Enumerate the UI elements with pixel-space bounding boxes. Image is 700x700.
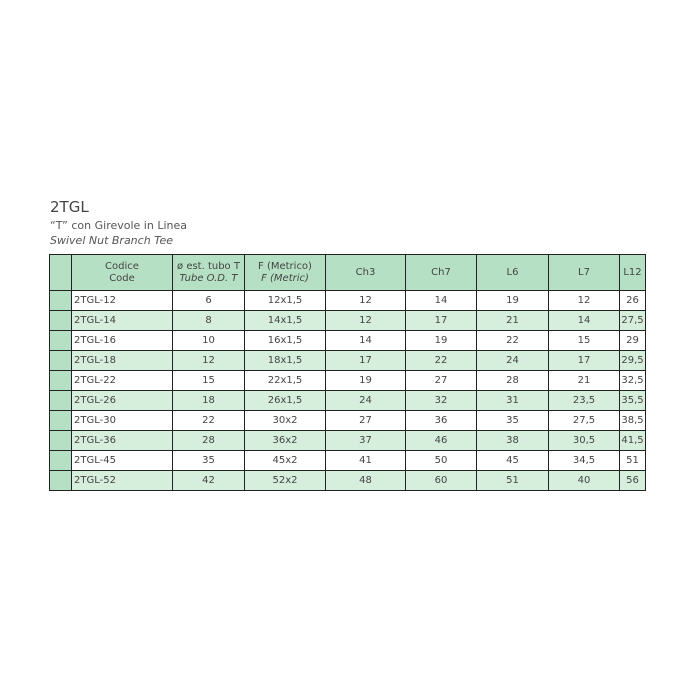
product-subtitle-english: Swivel Nut Branch Tee <box>50 234 174 247</box>
table-cell-l6: 21 <box>477 311 549 331</box>
table-cell-code: 2TGL-22 <box>72 371 173 391</box>
spec-table-container <box>49 254 646 491</box>
table-cell-l12: 41,5 <box>620 431 646 451</box>
table-stub-cell <box>50 451 72 471</box>
table-cell-code: 2TGL-18 <box>72 351 173 371</box>
table-cell-thread: 12x1,5 <box>245 291 326 311</box>
table-cell-ch7: 27 <box>406 371 477 391</box>
table-cell-ch3: 12 <box>326 291 406 311</box>
column-header-ch7: Ch7 <box>406 255 477 291</box>
table-cell-l7: 27,5 <box>549 411 620 431</box>
table-cell-l7: 40 <box>549 471 620 491</box>
table-cell-ch7: 14 <box>406 291 477 311</box>
table-cell-tube-od: 42 <box>173 471 245 491</box>
column-header-label: F (Metrico) <box>258 260 312 272</box>
table-header-row <box>50 255 646 291</box>
table-cell-tube-od: 28 <box>173 431 245 451</box>
table-cell-tube-od: 12 <box>173 351 245 371</box>
table-cell-tube-od: 6 <box>173 291 245 311</box>
column-header-label: Codice <box>105 260 139 272</box>
table-row <box>50 451 646 471</box>
table-stub-cell <box>50 371 72 391</box>
table-row <box>50 291 646 311</box>
table-cell-thread: 36x2 <box>245 431 326 451</box>
column-header-code <box>72 255 173 291</box>
table-stub-cell <box>50 391 72 411</box>
table-cell-ch3: 48 <box>326 471 406 491</box>
table-cell-code: 2TGL-52 <box>72 471 173 491</box>
table-cell-thread: 26x1,5 <box>245 391 326 411</box>
table-cell-l6: 51 <box>477 471 549 491</box>
table-cell-l12: 56 <box>620 471 646 491</box>
table-row <box>50 371 646 391</box>
table-cell-thread: 14x1,5 <box>245 311 326 331</box>
table-cell-l12: 27,5 <box>620 311 646 331</box>
table-cell-tube-od: 10 <box>173 331 245 351</box>
table-cell-ch3: 37 <box>326 431 406 451</box>
column-header-thread <box>245 255 326 291</box>
column-header-label-en: Tube O.D. T <box>179 272 238 284</box>
table-cell-thread: 16x1,5 <box>245 331 326 351</box>
table-row <box>50 431 646 451</box>
table-cell-ch3: 12 <box>326 311 406 331</box>
table-cell-ch7: 17 <box>406 311 477 331</box>
table-cell-ch7: 32 <box>406 391 477 411</box>
table-cell-ch3: 41 <box>326 451 406 471</box>
column-header-l7: L7 <box>549 255 620 291</box>
table-cell-tube-od: 8 <box>173 311 245 331</box>
column-header-label: ø est. tubo T <box>177 260 240 272</box>
table-cell-l6: 35 <box>477 411 549 431</box>
table-cell-l7: 23,5 <box>549 391 620 411</box>
table-cell-ch3: 19 <box>326 371 406 391</box>
table-cell-l7: 30,5 <box>549 431 620 451</box>
table-row <box>50 411 646 431</box>
table-body <box>50 291 646 491</box>
table-cell-l7: 15 <box>549 331 620 351</box>
table-stub-cell <box>50 431 72 451</box>
table-stub-header <box>50 255 72 291</box>
table-cell-tube-od: 18 <box>173 391 245 411</box>
table-stub-cell <box>50 311 72 331</box>
table-cell-thread: 18x1,5 <box>245 351 326 371</box>
table-row <box>50 351 646 371</box>
table-stub-cell <box>50 351 72 371</box>
table-cell-l6: 45 <box>477 451 549 471</box>
table-row <box>50 311 646 331</box>
table-cell-ch3: 14 <box>326 331 406 351</box>
table-cell-code: 2TGL-30 <box>72 411 173 431</box>
column-header-l6: L6 <box>477 255 549 291</box>
column-header-l12: L12 <box>620 255 646 291</box>
table-cell-ch7: 22 <box>406 351 477 371</box>
table-stub-cell <box>50 411 72 431</box>
table-cell-ch7: 19 <box>406 331 477 351</box>
column-header-label-en: Code <box>109 272 135 284</box>
table-cell-tube-od: 22 <box>173 411 245 431</box>
table-cell-code: 2TGL-16 <box>72 331 173 351</box>
table-cell-code: 2TGL-45 <box>72 451 173 471</box>
table-cell-ch7: 50 <box>406 451 477 471</box>
table-cell-l12: 38,5 <box>620 411 646 431</box>
table-cell-thread: 22x1,5 <box>245 371 326 391</box>
table-cell-l12: 51 <box>620 451 646 471</box>
column-header-ch3: Ch3 <box>326 255 406 291</box>
table-cell-thread: 52x2 <box>245 471 326 491</box>
table-cell-code: 2TGL-12 <box>72 291 173 311</box>
table-cell-l6: 31 <box>477 391 549 411</box>
table-cell-l7: 14 <box>549 311 620 331</box>
table-cell-l6: 24 <box>477 351 549 371</box>
table-row <box>50 331 646 351</box>
table-cell-code: 2TGL-14 <box>72 311 173 331</box>
table-cell-ch7: 36 <box>406 411 477 431</box>
table-cell-code: 2TGL-36 <box>72 431 173 451</box>
product-title: 2TGL <box>50 198 89 216</box>
table-cell-ch7: 46 <box>406 431 477 451</box>
table-cell-l6: 22 <box>477 331 549 351</box>
table-stub-cell <box>50 471 72 491</box>
table-cell-ch3: 27 <box>326 411 406 431</box>
table-cell-l6: 38 <box>477 431 549 451</box>
table-cell-thread: 45x2 <box>245 451 326 471</box>
table-cell-l12: 29,5 <box>620 351 646 371</box>
table-stub-cell <box>50 331 72 351</box>
table-cell-tube-od: 15 <box>173 371 245 391</box>
table-cell-l7: 34,5 <box>549 451 620 471</box>
table-cell-l6: 28 <box>477 371 549 391</box>
column-header-label-en: F (Metric) <box>261 272 309 284</box>
table-cell-ch7: 60 <box>406 471 477 491</box>
table-cell-tube-od: 35 <box>173 451 245 471</box>
table-row <box>50 471 646 491</box>
product-subtitle-italian: “T” con Girevole in Linea <box>50 219 187 232</box>
spec-table <box>49 254 646 491</box>
table-cell-code: 2TGL-26 <box>72 391 173 411</box>
table-cell-l12: 32,5 <box>620 371 646 391</box>
table-cell-l12: 26 <box>620 291 646 311</box>
table-cell-thread: 30x2 <box>245 411 326 431</box>
table-cell-l7: 12 <box>549 291 620 311</box>
table-row <box>50 391 646 411</box>
table-stub-cell <box>50 291 72 311</box>
table-cell-l7: 21 <box>549 371 620 391</box>
table-cell-l12: 35,5 <box>620 391 646 411</box>
table-cell-l6: 19 <box>477 291 549 311</box>
column-header-tube-od <box>173 255 245 291</box>
table-cell-ch3: 17 <box>326 351 406 371</box>
table-cell-l7: 17 <box>549 351 620 371</box>
table-cell-ch3: 24 <box>326 391 406 411</box>
table-cell-l12: 29 <box>620 331 646 351</box>
